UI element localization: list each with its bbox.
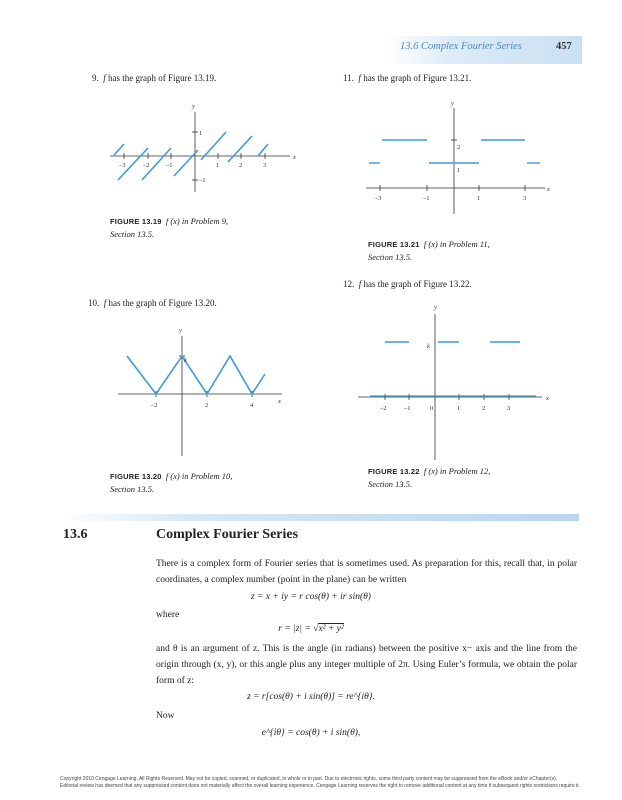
- svg-text:2: 2: [205, 402, 209, 409]
- equation-modulus: r = |z| = √x² + y²: [278, 624, 344, 634]
- svg-text:1: 1: [199, 130, 203, 137]
- problem-11: 11. f has the graph of Figure 13.21.: [343, 73, 472, 83]
- figure-13-21-caption: FIGURE 13.21 f (x) in Problem 11, Section 13.5.: [368, 239, 490, 262]
- svg-text:3: 3: [507, 405, 511, 412]
- svg-text:–2: –2: [380, 405, 387, 412]
- copyright-line-1: Copyright 2010 Cengage Learning. All Rights Reserved. May not be copied, scanned, or duplicated, in whole or in part. Due to electronic rights, some third party content may be suppressed from the eBook and/or eChapter(s).: [60, 776, 558, 782]
- svg-text:–3: –3: [119, 162, 126, 169]
- svg-text:–1: –1: [423, 195, 430, 202]
- triangle-wave: [127, 356, 265, 394]
- figure-13-22-caption: FIGURE 13.22 f (x) in Problem 12, Section 13.5.: [368, 466, 491, 489]
- equation-polar: z = x + iy = r cos(θ) + ir sin(θ): [251, 592, 371, 602]
- svg-text:–2: –2: [143, 162, 150, 169]
- svg-text:x: x: [293, 154, 296, 161]
- svg-text:–2: –2: [151, 402, 158, 409]
- figure-13-20-graph: [110, 322, 300, 462]
- svg-text:1: 1: [216, 162, 220, 169]
- section-divider: [60, 514, 579, 521]
- svg-text:x: x: [546, 395, 549, 402]
- svg-text:x: x: [547, 186, 550, 193]
- svg-text:–1: –1: [199, 177, 206, 184]
- running-header-title: 13.6 Complex Fourier Series: [400, 41, 522, 52]
- step-segments: [369, 140, 540, 163]
- pulse-segments: [370, 342, 536, 396]
- problem-12: 12. f has the graph of Figure 13.22.: [343, 279, 472, 289]
- argument-paragraph: and θ is an argument of z. This is the angle (in radians) between the positive x− axis and the line from the origin through (x, y), or this angle plus any integer multiple of 2π. Using Euler’s formula, we obtain the polar form of z:: [156, 644, 577, 686]
- section-number: 13.6: [63, 527, 88, 542]
- svg-text:k: k: [427, 343, 430, 350]
- svg-text:x: x: [278, 398, 281, 405]
- svg-text:–1: –1: [404, 405, 411, 412]
- figure-13-19-graph: [100, 100, 315, 200]
- now-label: Now: [156, 711, 175, 721]
- svg-text:3: 3: [263, 162, 267, 169]
- svg-text:2: 2: [457, 144, 461, 151]
- svg-text:–1: –1: [166, 162, 173, 169]
- svg-text:0: 0: [430, 405, 434, 412]
- svg-text:1: 1: [457, 167, 461, 174]
- svg-text:y: y: [179, 327, 182, 334]
- figure-13-22-graph: [350, 300, 560, 460]
- svg-text:k: k: [184, 357, 187, 364]
- figure-13-20-caption: FIGURE 13.20 f (x) in Problem 10, Section 13.5.: [110, 471, 233, 494]
- svg-text:y: y: [451, 100, 454, 107]
- where-label: where: [156, 610, 180, 620]
- svg-text:4: 4: [250, 402, 254, 409]
- problem-9: 9. f has the graph of Figure 13.19.: [92, 73, 217, 83]
- section-title: Complex Fourier Series: [156, 527, 299, 542]
- figure-13-19-caption: FIGURE 13.19 f (x) in Problem 9, Section 13.5.: [110, 216, 229, 239]
- equation-polar-form: z = r[cos(θ) + i sin(θ)] = re^{iθ}.: [247, 692, 375, 702]
- svg-text:–3: –3: [375, 195, 382, 202]
- svg-text:y: y: [434, 304, 437, 311]
- svg-text:2: 2: [482, 405, 486, 412]
- equation-euler: e^{iθ} = cos(θ) + i sin(θ),: [261, 728, 361, 738]
- svg-text:3: 3: [523, 195, 527, 202]
- svg-text:2: 2: [239, 162, 243, 169]
- problem-10: 10. f has the graph of Figure 13.20.: [88, 298, 217, 308]
- svg-text:1: 1: [457, 405, 461, 412]
- intro-paragraph: There is a complex form of Fourier series that is sometimes used. As preparation for this, recall that, in polar coordinates, a complex number (point in the plane) can be written: [156, 559, 577, 585]
- copyright-line-2: Editorial review has deemed that any suppressed content does not materially affect the overall learning experience. Cengage Learning reserves the right to remove additional content at any time if subsequent rights restrictions require it.: [60, 783, 580, 789]
- figure-13-21-graph: [360, 96, 560, 214]
- page-number: 457: [556, 41, 572, 52]
- svg-text:y: y: [192, 103, 195, 110]
- svg-text:1: 1: [477, 195, 481, 202]
